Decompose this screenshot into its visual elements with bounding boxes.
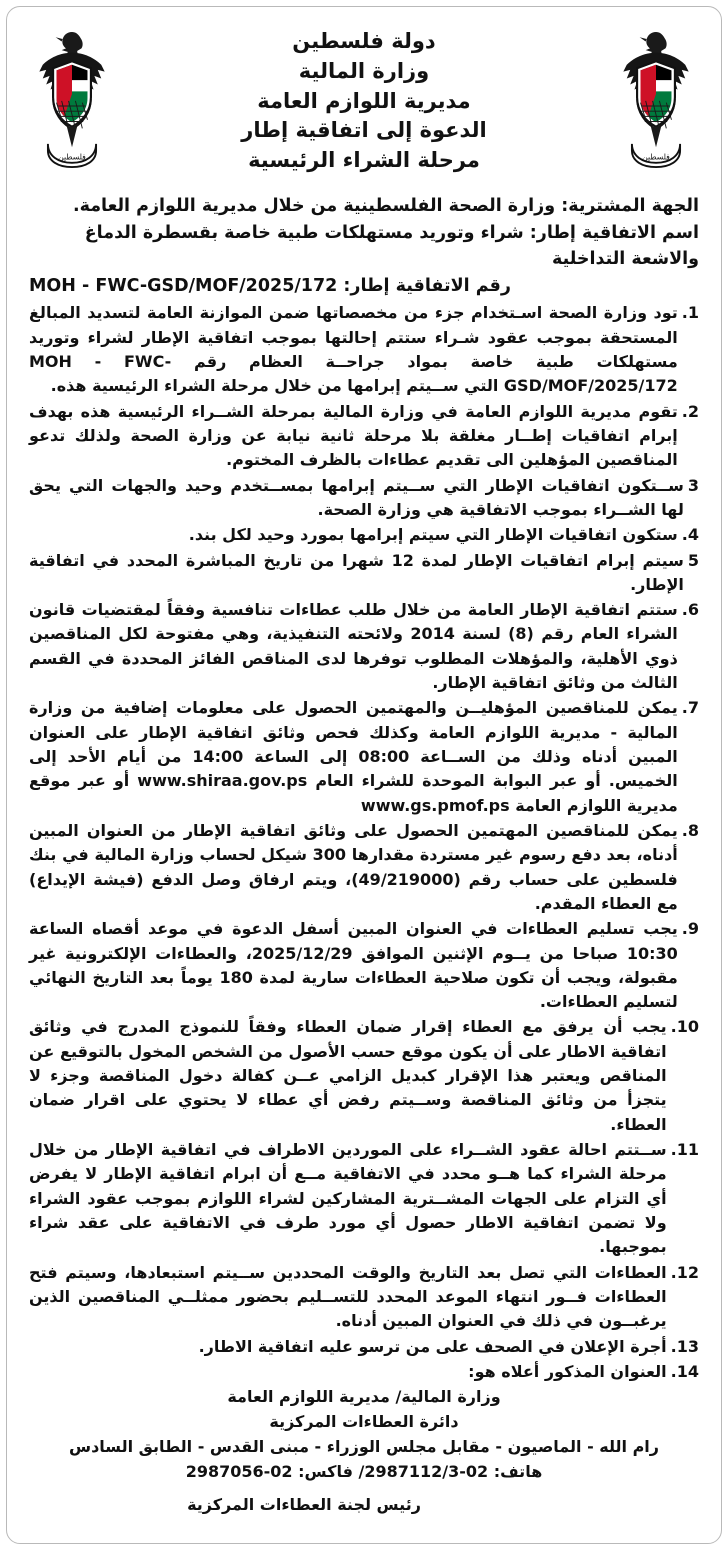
clause-text: يمكن للمناقصين المهتمين الحصول على وثائق اتفاقية الإطار من العنوان المبين أدناه، بعد دفع رسوم غير مستردة مقدارها 300 شيكل لحساب وزارة المالية في بنك فلسطين على حساب رقم (49/219000)، ويتم ارفاق وصل الدفع (فيشة الإيداع) مع العطاء المقدم.	[29, 820, 678, 913]
palestine-eagle-emblem-left	[29, 25, 115, 175]
clause-text: العطاءات التي تصل بعد التاريخ والوقت المحددين ســيتم استبعادها، وسيتم فتح العطاءات فــور انتهاء الموعد المحدد للتســليم بحضور ممثلــي المناقصين الذين يرغبــون في ذلك في العنوان المبين أدناه.	[29, 1262, 667, 1331]
document-header	[29, 21, 699, 191]
clause-item	[29, 1335, 699, 1359]
clause-text: يجب أن يرفق مع العطاء إقرار ضمان العطاء وفقاً للنموذج المدرج في وثائق اتفاقية الاطار على أن يكون موقع حسب الأصول من الشخص المخول بالتوقيع عن المناقص ويعتبر هذا الإقرار كبديل الزامي عــن كفالة دخول المناقصة وجزء لا يتجزأ من وثائق المناقصة وســيتم رفض أي عطاء لا يحتوي على اقرار ضمان العطاء.	[29, 1017, 667, 1134]
clause-item	[29, 1015, 699, 1137]
clause-number: 10.	[670, 1017, 699, 1037]
address-line-department: دائرة العطاءات المركزية	[269, 1412, 459, 1432]
clause-number: 6.	[681, 600, 699, 620]
address-block	[29, 1385, 699, 1485]
clause-text: ســتتم احالة عقود الشــراء على الموردين الاطراف في اتفاقية الإطار من خلال مرحلة الشراء كما هــو محدد في الاتفاقية مــع أن ابرام اتفاقية الإطار لا يفرض أي التزام على الجهات المشــترية المشاركين لشراء اللوازم بموجب عقود الشراء ولا تضمن اتفاقية الاطار حصول أي مورد طرف في الاتفاقية على عقد شراء بموجبها.	[29, 1140, 667, 1257]
clause-list	[29, 301, 699, 1384]
clause-item	[29, 400, 699, 473]
clause-text: تقوم مديرية اللوازم العامة في وزارة المالية بمرحلة الشــراء الرئيسية هذه بهدف إبرام اتفاقيات إطــار مغلقة بلا مرحلة ثانية نيابة عن وزارة الصحة ولذلك تدعو المناقصين المؤهلين الى تقديم عطاءات بالظرف المختوم.	[29, 401, 678, 470]
svg-text:فلسطين: فلسطين	[58, 152, 86, 162]
clause-item	[29, 1138, 699, 1260]
clause-number: 8.	[681, 820, 699, 840]
header-title-block	[115, 21, 613, 176]
document-frame	[6, 6, 722, 1544]
clause-number: 13.	[670, 1336, 699, 1356]
clause-item	[29, 523, 699, 547]
clause-number: 5	[687, 550, 699, 570]
palestine-eagle-emblem-right	[613, 25, 699, 175]
clause-item	[29, 301, 699, 398]
signature-line: رئيس لجنة العطاءات المركزية	[187, 1494, 421, 1514]
address-line-contact: هاتف: 02-2987112/3/ فاكس: 02-2987056	[185, 1461, 543, 1481]
clause-number: 2.	[681, 401, 699, 421]
clause-text: تود وزارة الصحة اسـتخدام جزء من مخصصاتها ضمن الموازنة العامة لتسديد المبالغ المستحقة بموجب عقود شـراء ستتم إحالتها بموجب اتفاقية الإطار لشراء وتوريد مستهلكات طبية خاصة بمواد جراحــة العظام رقم MOH - FWC-GSD/MOF/2025/172 التي ســيتم إبرامها من خلال مرحلة الشراء الرئيسية هذه.	[29, 303, 678, 396]
clause-text: يجب تسليم العطاءات في العنوان المبين أسفل الدعوة في موعد أقصاه الساعة 10:30 صباحا من يــوم الإثنين الموافق 2025/12/29، والعطاءات الإلكترونية غير مقبولة، ويجب أن تكون صلاحية العطاءات سارية لمدة 180 يوماً بعد التاريخ النهائي لتسليم العطاءات.	[29, 919, 678, 1012]
clause-number: 12.	[670, 1262, 699, 1282]
clause-item	[29, 474, 699, 523]
header-line-ministry: وزارة المالية	[298, 58, 430, 83]
clause-number: 9.	[681, 919, 699, 939]
clause-item	[29, 598, 699, 695]
agreement-number-label: رقم الاتفاقية إطار:	[343, 275, 511, 296]
clause-text: يمكن للمناقصين المؤهليــن والمهتمين الحصول على معلومات إضافية من وزارة المالية - مديرية اللوازم العامة وكذلك فحص وثائق اتفاقية الإطار على العنوان المبين أدناه وذلك من الســاعة 08:00 إلى الساعة 14:00 من أيام الأحد إلى الخميس. أو عبر البوابة الموحدة للشراء العام www.shiraa.gov.ps أو عبر موقع مديرية اللوازم العامة www.gs.pmof.ps	[29, 698, 678, 815]
clause-text: ستكون اتفاقيات الإطار التي سيتم إبرامها بمورد وحيد لكل بند.	[188, 525, 678, 545]
clause-number: 1.	[681, 303, 699, 323]
clause-text: ستتم اتفاقية الإطار العامة من خلال طلب عطاءات تنافسية وفقاً لمقتضيات قانون الشراء العام رقم (8) لسنة 2014 ولائحته التنفيذية، وهي مفتوحة لكل المناقصين ذوي الأهلية، والمؤهلات المطلوب توفرها لدى المناقص الفائز المحددة في القسم الثالث من وثائق اتفاقية الإطار.	[29, 600, 678, 693]
clause-text: ســتكون اتفاقيات الإطار التي ســيتم إبرامها بمســتخدم وحيد والجهات التي يحق لها الشــراء بموجب الاتفاقية هي وزارة الصحة.	[29, 475, 684, 519]
agreement-number-line	[29, 273, 699, 300]
clause-text: سيتم إبرام اتفاقيات الإطار لمدة 12 شهرا من تاريخ المباشرة المحدد في اتفاقية الإطار.	[29, 550, 684, 594]
header-line-stage: مرحلة الشراء الرئيسية	[248, 148, 480, 173]
address-line-ministry: وزارة المالية/ مديرية اللوازم العامة	[227, 1387, 501, 1407]
clause-item	[29, 917, 699, 1014]
clause-number: 7.	[681, 698, 699, 718]
clause-item	[29, 1360, 699, 1384]
clause-number: 14.	[670, 1361, 699, 1381]
clause-number: 11.	[670, 1140, 699, 1159]
clause-text: أجرة الإعلان في الصحف على من ترسو عليه اتفاقية الاطار.	[198, 1336, 667, 1356]
address-line-location: رام الله - الماصيون - مقابل مجلس الوزراء - مبنى القدس - الطابق السادس	[68, 1437, 659, 1457]
header-line-directorate: مديرية اللوازم العامة	[257, 88, 471, 113]
clause-number: 4.	[681, 525, 699, 545]
clause-item	[29, 696, 699, 818]
header-line-invitation: الدعوة إلى اتفاقية إطار	[241, 118, 487, 143]
clause-item	[29, 1261, 699, 1334]
lead-block	[29, 193, 699, 299]
header-line-state: دولة فلسطين	[292, 29, 436, 53]
agreement-number-value: MOH - FWC-GSD/MOF/2025/172	[29, 275, 338, 296]
agreement-name-line: اسم الاتفاقية إطار: شراء وتوريد مستهلكات طبية خاصة بقسطرة الدماغ والاشعة التداخلية	[84, 222, 699, 270]
buyer-line: الجهة المشترية: وزارة الصحة الفلسطينية من خلال مديرية اللوازم العامة.	[72, 196, 699, 216]
clause-item	[29, 819, 699, 916]
clause-text: العنوان المذكور أعلاه هو:	[468, 1361, 667, 1381]
svg-text:فلسطين: فلسطين	[642, 152, 670, 162]
clause-number: 3	[687, 475, 699, 495]
clause-item	[29, 549, 699, 598]
